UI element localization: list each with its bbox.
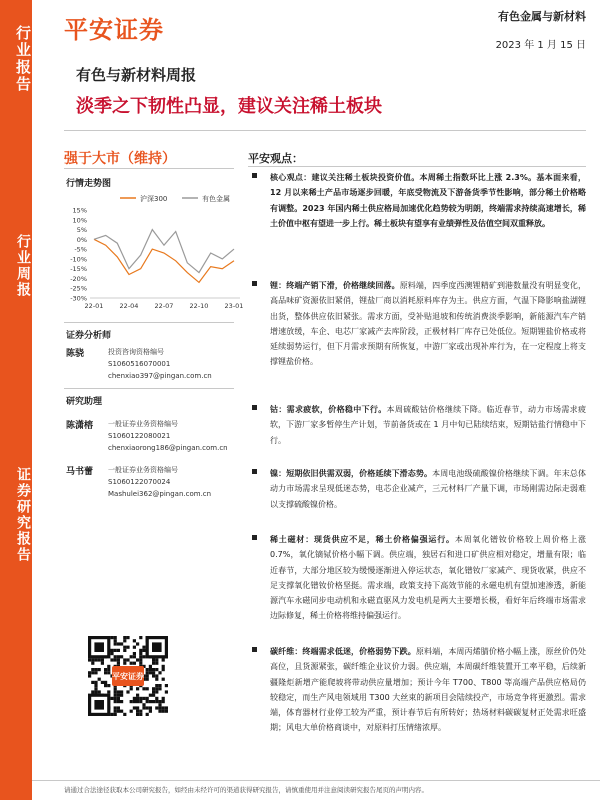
qr-module bbox=[104, 668, 107, 671]
y-tick-label: 5% bbox=[76, 226, 87, 235]
qr-module bbox=[88, 658, 91, 661]
y-tick-label: 15% bbox=[72, 206, 87, 215]
qr-module bbox=[146, 700, 149, 703]
series-line bbox=[94, 230, 234, 273]
qr-module bbox=[107, 684, 110, 687]
x-tick-label: 22-01 bbox=[84, 302, 104, 310]
qr-module bbox=[98, 658, 101, 661]
assistant-info bbox=[108, 464, 211, 500]
qr-module bbox=[152, 662, 155, 665]
qr-module bbox=[126, 636, 129, 639]
bullet-lead: 碳纤维：终端需求低迷，价格弱势下跌。 bbox=[270, 647, 416, 656]
qr-module bbox=[158, 684, 161, 687]
qr-module bbox=[152, 668, 155, 671]
qr-module bbox=[120, 655, 123, 658]
qr-module bbox=[146, 687, 149, 690]
qr-module bbox=[142, 655, 145, 658]
qr-module bbox=[114, 687, 117, 690]
qr-module bbox=[158, 706, 161, 709]
analyst-name: 陈骁 bbox=[66, 349, 85, 359]
qr-module bbox=[139, 658, 142, 661]
qr-module bbox=[146, 697, 149, 700]
qr-module bbox=[133, 639, 136, 642]
qr-module bbox=[117, 706, 120, 709]
qr-module bbox=[101, 662, 104, 665]
y-tick-label: -5% bbox=[74, 245, 87, 254]
qr-module bbox=[107, 668, 110, 671]
qr-module bbox=[110, 636, 113, 639]
qr-module bbox=[155, 674, 158, 677]
qr-module bbox=[94, 690, 97, 693]
title-divider bbox=[64, 130, 586, 131]
qr-module bbox=[133, 700, 136, 703]
qr-module bbox=[114, 706, 117, 709]
qr-module bbox=[146, 674, 149, 677]
qr-module bbox=[162, 710, 165, 713]
view-title: 平安观点： bbox=[248, 152, 303, 165]
qr-module bbox=[130, 710, 133, 713]
report-subtitle: 有色与新材料周报 bbox=[76, 66, 197, 84]
qr-module bbox=[94, 687, 97, 690]
qr-module bbox=[162, 706, 165, 709]
qr-module bbox=[114, 655, 117, 658]
qr-module bbox=[107, 690, 110, 693]
qr-module bbox=[110, 713, 113, 716]
qr-module bbox=[123, 646, 126, 649]
qr-module bbox=[146, 713, 149, 716]
qr-module bbox=[142, 697, 145, 700]
qr-module bbox=[139, 655, 142, 658]
qr-module bbox=[114, 636, 117, 639]
qr-module bbox=[98, 690, 101, 693]
analysts-label: 证券分析师 bbox=[66, 331, 112, 341]
qr-module bbox=[98, 668, 101, 671]
qr-code[interactable] bbox=[88, 636, 168, 716]
qr-module bbox=[162, 658, 165, 661]
qr-module bbox=[162, 697, 165, 700]
qr-module bbox=[155, 690, 158, 693]
qr-module bbox=[139, 649, 142, 652]
y-tick-label: -15% bbox=[70, 265, 87, 274]
qr-module bbox=[94, 658, 97, 661]
qr-module bbox=[136, 697, 139, 700]
qr-module bbox=[117, 649, 120, 652]
qr-module bbox=[158, 687, 161, 690]
qr-module bbox=[130, 687, 133, 690]
chart-divider bbox=[64, 322, 234, 323]
assistant-name: 陈潇榕 bbox=[66, 421, 94, 431]
y-tick-label: 10% bbox=[72, 216, 87, 225]
qr-module bbox=[114, 642, 117, 645]
qr-module bbox=[110, 697, 113, 700]
qr-module bbox=[104, 681, 107, 684]
analyst-role: 投资咨询资格编号 bbox=[108, 348, 164, 356]
bullet-text bbox=[270, 170, 586, 231]
bullet-mark bbox=[252, 535, 257, 540]
qr-module bbox=[126, 690, 129, 693]
qr-module bbox=[133, 655, 136, 658]
qr-module bbox=[162, 668, 165, 671]
qr-module bbox=[139, 700, 142, 703]
qr-module bbox=[123, 639, 126, 642]
qr-module bbox=[123, 636, 126, 639]
qr-module bbox=[152, 700, 155, 703]
qr-module bbox=[117, 690, 120, 693]
qr-module bbox=[88, 671, 91, 674]
header-info bbox=[496, 8, 586, 51]
x-tick-label: 22-04 bbox=[119, 302, 139, 310]
bullet-lead: 核心观点：建议关注稀土板块投资价值。本周稀土指数环比上涨 2.3%。基本面来看，12 月以来稀土产品市场逐步回暖，年底受物流及下游备货季节性影响，部分稀土价格略有调整。2023 年国内稀土供应格局加速优化趋势较为明朗，终端需求持续高速增长，稀土价值中枢有望进一步上行。稀土板块有望享有业绩弹性及估值空间双重释放。 bbox=[270, 173, 586, 228]
qr-module bbox=[133, 662, 136, 665]
side-bar bbox=[0, 0, 32, 800]
bullet-text bbox=[270, 532, 586, 624]
y-tick-label: 0% bbox=[76, 235, 87, 244]
qr-module bbox=[149, 710, 152, 713]
qr-module bbox=[114, 649, 117, 652]
qr-module bbox=[139, 710, 142, 713]
qr-module bbox=[142, 649, 145, 652]
bullet-body: 本周硫酸钴价格继续下降。临近春节，动力市场需求疲软，下游厂家多暂停生产计划，节前备货或在 1 月中旬已陆续结束，短期钴盐行情稳中下行。 bbox=[270, 405, 587, 445]
x-tick-label: 22-07 bbox=[154, 302, 174, 310]
side-label-report-type: 行业报告 bbox=[14, 25, 32, 93]
qr-module bbox=[101, 658, 104, 661]
market-chart-label: 行情走势图 bbox=[66, 179, 112, 189]
qr-module bbox=[117, 642, 120, 645]
qr-module bbox=[162, 700, 165, 703]
qr-module bbox=[91, 690, 94, 693]
qr-module bbox=[142, 706, 145, 709]
qr-module bbox=[152, 674, 155, 677]
qr-module bbox=[117, 700, 120, 703]
qr-module bbox=[130, 662, 133, 665]
market-chart-svg bbox=[64, 190, 244, 318]
qr-module bbox=[91, 671, 94, 674]
qr-code-image bbox=[88, 636, 168, 716]
qr-module bbox=[136, 694, 139, 697]
qr-module bbox=[146, 668, 149, 671]
qr-center-text: 平安证券 bbox=[112, 672, 144, 681]
qr-module bbox=[114, 690, 117, 693]
qr-module bbox=[123, 649, 126, 652]
qr-module bbox=[142, 703, 145, 706]
qr-module bbox=[120, 700, 123, 703]
qr-module bbox=[142, 687, 145, 690]
assistant-role: 一般证券业务资格编号 bbox=[108, 466, 178, 474]
bullet-lead: 锂：终端产销下滑，价格继续回落。 bbox=[270, 281, 400, 290]
qr-module bbox=[117, 658, 120, 661]
qr-module bbox=[91, 658, 94, 661]
qr-module bbox=[114, 713, 117, 716]
assistant-email[interactable]: Mashulei362@pingan.com.cn bbox=[108, 490, 212, 498]
side-label-weekly: 行业周报 bbox=[15, 234, 31, 298]
footer-disclaimer: 请通过合法途径获取本公司研究报告，如经由未经许可的渠道获得研究报告，请慎重使用并注意阅读研究报告尾页的声明内容。 bbox=[64, 786, 428, 794]
assistant-email[interactable]: chenxiaorong186@pingan.com.cn bbox=[108, 444, 228, 452]
qr-module bbox=[165, 690, 168, 693]
assistant-id: S1060122080021 bbox=[108, 432, 171, 440]
view-divider bbox=[248, 166, 586, 167]
industry-name: 有色金属与新材料 bbox=[498, 10, 586, 23]
qr-module bbox=[136, 687, 139, 690]
qr-module bbox=[155, 668, 158, 671]
qr-module bbox=[155, 700, 158, 703]
x-tick-label: 22-10 bbox=[189, 302, 209, 310]
qr-module bbox=[155, 678, 158, 681]
bullet-mark bbox=[252, 647, 257, 652]
qr-module bbox=[158, 710, 161, 713]
qr-finder bbox=[94, 700, 104, 710]
market-chart bbox=[64, 190, 244, 318]
bullet-text bbox=[270, 278, 586, 370]
qr-module bbox=[126, 646, 129, 649]
qr-module bbox=[149, 694, 152, 697]
analyst-info bbox=[108, 346, 212, 382]
qr-module bbox=[117, 697, 120, 700]
qr-module bbox=[107, 665, 110, 668]
bullet-body: 原料端，四季度西澳锂精矿到港数量没有明显变化，高品味矿资源依旧紧俏，锂盐厂商以消耗原料库存为主。供应方面，气温下降影响盐湖锂出货，整体供应依旧紧张。需求方面，受补贴退坡和传统消费淡季影响，新能源汽车产销增速放缓，车企、电芯厂家减产去库阶段，正极材料厂库存已处低位。短期锂盐价格或将延续弱势运行，但下月需求预期有所恢复，中游厂家或出现补库行为，在一定程度上将支撑锂盐价格。 bbox=[270, 281, 587, 367]
qr-module bbox=[139, 697, 142, 700]
qr-module bbox=[136, 700, 139, 703]
bullet-mark bbox=[252, 281, 257, 286]
qr-module bbox=[152, 658, 155, 661]
x-tick-label: 23-01 bbox=[224, 302, 244, 310]
qr-module bbox=[133, 646, 136, 649]
qr-module bbox=[149, 706, 152, 709]
y-tick-label: -20% bbox=[70, 274, 87, 283]
qr-module bbox=[146, 671, 149, 674]
qr-module bbox=[133, 652, 136, 655]
assistant-info bbox=[108, 418, 228, 454]
qr-module bbox=[133, 706, 136, 709]
qr-module bbox=[155, 697, 158, 700]
qr-module bbox=[149, 668, 152, 671]
bullet-text bbox=[270, 466, 586, 512]
rating-badge: 强于大市（维持） bbox=[64, 151, 176, 167]
qr-module bbox=[130, 655, 133, 658]
analyst-id: S1060516070001 bbox=[108, 360, 171, 368]
qr-module bbox=[123, 662, 126, 665]
qr-module bbox=[94, 668, 97, 671]
bullet-body: 本周电池级硫酸镍价格继续下调。年末总体动力市场需求呈现低迷态势，电芯企业减产，三元材料厂产量下调，市场刚需边际走弱难以支撑硫酸镍价格。 bbox=[270, 469, 587, 509]
analysts-divider bbox=[64, 388, 234, 389]
footer-divider bbox=[32, 780, 600, 781]
qr-module bbox=[104, 671, 107, 674]
qr-module bbox=[123, 713, 126, 716]
qr-module bbox=[158, 703, 161, 706]
qr-module bbox=[136, 706, 139, 709]
report-date: 2023 年 1 月 15 日 bbox=[495, 40, 586, 51]
side-label-research: 证券研究报告 bbox=[15, 467, 31, 563]
qr-module bbox=[136, 658, 139, 661]
assistant-role: 一般证券业务资格编号 bbox=[108, 420, 178, 428]
qr-module bbox=[114, 658, 117, 661]
bullet-text bbox=[270, 644, 586, 736]
qr-module bbox=[155, 687, 158, 690]
qr-module bbox=[146, 706, 149, 709]
bullet-text bbox=[270, 402, 586, 448]
qr-module bbox=[120, 710, 123, 713]
qr-module bbox=[139, 652, 142, 655]
qr-module bbox=[146, 678, 149, 681]
qr-finder bbox=[152, 642, 162, 652]
bullet-mark bbox=[252, 405, 257, 410]
qr-module bbox=[114, 710, 117, 713]
bullet-mark bbox=[252, 173, 257, 178]
qr-module bbox=[110, 652, 113, 655]
y-tick-label: -30% bbox=[70, 294, 87, 303]
qr-module bbox=[104, 684, 107, 687]
qr-module bbox=[120, 642, 123, 645]
qr-module bbox=[165, 710, 168, 713]
rating-divider bbox=[64, 168, 234, 169]
qr-module bbox=[110, 649, 113, 652]
legend-label: 有色金属 bbox=[202, 195, 230, 203]
qr-module bbox=[133, 697, 136, 700]
bullet-lead: 钴：需求疲软，价格稳中下行。 bbox=[270, 405, 387, 414]
qr-module bbox=[139, 662, 142, 665]
qr-module bbox=[158, 700, 161, 703]
bullet-body: 原料端，本周丙烯腈价格小幅上涨，原丝价仍处高位，且货源紧张，碳纤维企业议价力弱。供应端，本周碳纤维装置开工率平稳，后续新疆隆炬新增产能爬坡将带动供应量增加；预计今年 T700、T800 等高端产品供应格局仍较稳定，而生产风电领域用 T300 大丝束的新项目会陆续投产，市场竞争将更激烈。需求端，体育器材行业停工较为严重，预计春节后有所转好；热场材料碳碳复材正处需求旺盛期；风电大单价格商谈中，对原料打压情绪浓厚。 bbox=[270, 647, 587, 733]
qr-module bbox=[114, 639, 117, 642]
brand-logo: 平安证券 bbox=[64, 16, 164, 44]
qr-module bbox=[120, 690, 123, 693]
qr-module bbox=[165, 684, 168, 687]
qr-module bbox=[155, 662, 158, 665]
qr-module bbox=[117, 694, 120, 697]
qr-module bbox=[94, 671, 97, 674]
qr-module bbox=[117, 655, 120, 658]
bullet-mark bbox=[252, 469, 257, 474]
qr-module bbox=[88, 674, 91, 677]
qr-module bbox=[158, 671, 161, 674]
qr-module bbox=[152, 690, 155, 693]
qr-module bbox=[162, 665, 165, 668]
qr-module bbox=[110, 658, 113, 661]
qr-module bbox=[165, 706, 168, 709]
bullet-lead: 镍：短期依旧供需双弱，价格延续下滑态势。 bbox=[270, 469, 433, 478]
qr-module bbox=[120, 694, 123, 697]
qr-module bbox=[114, 694, 117, 697]
analyst-email[interactable]: chenxiao397@pingan.com.cn bbox=[108, 372, 212, 380]
qr-finder bbox=[94, 642, 104, 652]
report-title: 淡季之下韧性凸显，建议关注稀土板块 bbox=[76, 96, 382, 117]
assistants-label: 研究助理 bbox=[66, 397, 103, 407]
qr-module bbox=[117, 662, 120, 665]
qr-module bbox=[139, 636, 142, 639]
qr-module bbox=[94, 681, 97, 684]
qr-module bbox=[155, 684, 158, 687]
qr-module bbox=[101, 681, 104, 684]
legend-label: 沪深300 bbox=[140, 195, 168, 203]
qr-module bbox=[98, 678, 101, 681]
bullet-body: 本周氧化镨钕价格较上周价格上涨 0.7%，氧化镝铽价格小幅下调。供应端，独居石和进口矿供应相对稳定，增量有限；临近春节，大部分地区较为缓慢逐渐进入停运状态，氧化镨钕厂家减产、现货收紧，供应不足支撑氧化镨钕价格坚挺。需求端，政策支持下高效节能的永磁电机有望加速渗透，新能源汽车永磁同步电动机和永磁直驱风力发电机是两大主要增长极，看好年后终端市场需求边际修复，稀土价格将维持偏强运行。 bbox=[270, 535, 587, 621]
qr-module bbox=[107, 671, 110, 674]
qr-module bbox=[91, 681, 94, 684]
qr-module bbox=[136, 710, 139, 713]
qr-module bbox=[139, 713, 142, 716]
y-tick-label: -10% bbox=[70, 255, 87, 264]
qr-module bbox=[91, 662, 94, 665]
qr-module bbox=[126, 658, 129, 661]
bullet-lead: 稀土磁材：现货供应不足，稀土价格偏强运行。 bbox=[270, 535, 455, 544]
qr-module bbox=[142, 646, 145, 649]
qr-module bbox=[155, 658, 158, 661]
qr-module bbox=[152, 694, 155, 697]
qr-module bbox=[114, 697, 117, 700]
assistant-name: 马书蕾 bbox=[66, 467, 94, 477]
qr-module bbox=[123, 658, 126, 661]
qr-module bbox=[136, 642, 139, 645]
qr-module bbox=[94, 684, 97, 687]
qr-module bbox=[136, 713, 139, 716]
qr-module bbox=[162, 678, 165, 681]
qr-module bbox=[149, 665, 152, 668]
assistant-id: S1060122070024 bbox=[108, 478, 171, 486]
qr-module bbox=[152, 687, 155, 690]
qr-module bbox=[149, 671, 152, 674]
qr-module bbox=[152, 671, 155, 674]
qr-module bbox=[155, 706, 158, 709]
qr-module bbox=[91, 668, 94, 671]
qr-module bbox=[149, 700, 152, 703]
y-tick-label: -25% bbox=[70, 284, 87, 293]
qr-module bbox=[117, 710, 120, 713]
qr-module bbox=[114, 700, 117, 703]
qr-module bbox=[130, 700, 133, 703]
